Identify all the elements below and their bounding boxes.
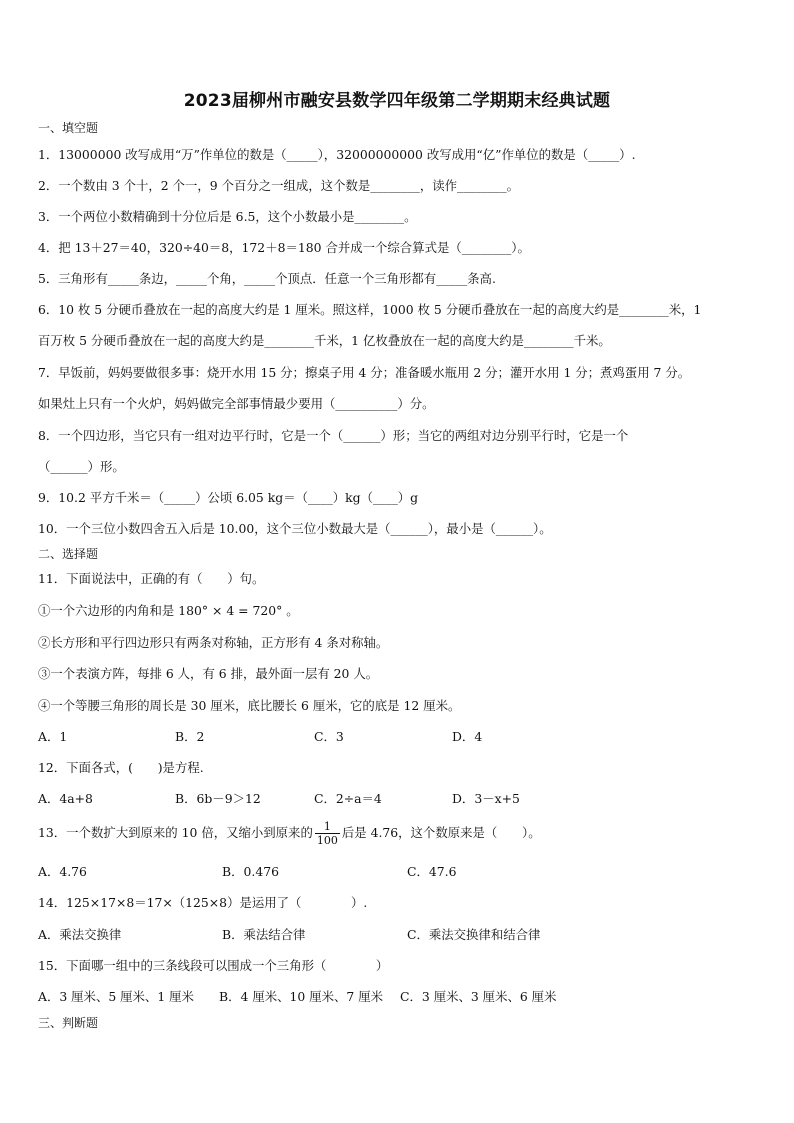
option-a[interactable]: A．4.76 bbox=[38, 864, 87, 879]
question-13-text-before: 13．一个数扩大到原来的 10 倍，又缩小到原来的 bbox=[38, 825, 313, 840]
question-11: 11．下面说法中，正确的有（ ）句。 bbox=[38, 571, 265, 586]
question-13-text-after: 后是 4.76，这个数原来是（ ）。 bbox=[341, 825, 541, 840]
question-15: 15．下面哪一组中的三条线段可以围成一个三角形（ ） bbox=[38, 958, 389, 973]
option-b[interactable]: B．4 厘米、10 厘米、7 厘米 bbox=[219, 989, 383, 1004]
question-11-statement-4: ④一个等腰三角形的周长是 30 厘米，底比腰长 6 厘米，它的底是 12 厘米。 bbox=[38, 698, 461, 713]
fraction-denominator: 100 bbox=[316, 834, 338, 847]
option-b[interactable]: B．0.476 bbox=[222, 864, 279, 879]
question-11-statement-3: ③一个表演方阵，每排 6 人，有 6 排，最外面一层有 20 人。 bbox=[38, 666, 379, 681]
option-b[interactable]: B．6b－9＞12 bbox=[175, 791, 261, 806]
question-6-line-1: 6．10 枚 5 分硬币叠放在一起的高度大约是 1 厘米。照这样，1000 枚 5 分硬币叠放在一起的高度大约是________米，1 bbox=[38, 302, 702, 317]
option-b[interactable]: B．乘法结合律 bbox=[222, 927, 306, 942]
question-7-line-2: 如果灶上只有一个火炉，妈妈做完全部事情最少要用（__________）分。 bbox=[38, 396, 435, 411]
option-c[interactable]: C．3 厘米、3 厘米、6 厘米 bbox=[400, 989, 557, 1004]
question-6-line-2: 百万枚 5 分硬币叠放在一起的高度大约是________千米，1 亿枚叠放在一起的高度大约是________千米。 bbox=[38, 333, 611, 348]
option-d[interactable]: D．3－x+5 bbox=[452, 791, 520, 806]
question-13 bbox=[38, 818, 766, 848]
option-c[interactable]: C．47.6 bbox=[407, 864, 457, 879]
option-b[interactable]: B．2 bbox=[175, 729, 205, 744]
section-heading-choice: 二、选择题 bbox=[38, 547, 99, 561]
option-a[interactable]: A．3 厘米、5 厘米、1 厘米 bbox=[38, 989, 194, 1004]
option-a[interactable]: A．4a+8 bbox=[38, 791, 93, 806]
question-5: 5．三角形有_____条边，_____个角，_____个顶点．任意一个三角形都有_____条高. bbox=[38, 271, 496, 286]
fraction-numerator: 1 bbox=[315, 820, 340, 834]
section-heading-fill: 一、填空题 bbox=[38, 121, 99, 135]
question-11-options bbox=[38, 728, 766, 746]
option-d[interactable]: D．4 bbox=[452, 729, 483, 744]
option-a[interactable]: A．1 bbox=[38, 729, 68, 744]
question-12: 12．下面各式，( )是方程. bbox=[38, 760, 204, 775]
question-7-line-1: 7．早饭前，妈妈要做很多事：烧开水用 15 分；擦桌子用 4 分；准备暖水瓶用 2 分；灌开水用 1 分；煮鸡蛋用 7 分。 bbox=[38, 365, 691, 380]
question-14: 14．125×17×8＝17×（125×8）是运用了（ ）. bbox=[38, 895, 368, 910]
question-12-options bbox=[38, 790, 766, 808]
question-11-statement-2: ②长方形和平行四边形只有两条对称轴，正方形有 4 条对称轴。 bbox=[38, 635, 389, 650]
page-title: 2023届柳州市融安县数学四年级第二学期期末经典试题 bbox=[183, 91, 611, 111]
question-10: 10．一个三位小数四舍五入后是 10.00，这个三位小数最大是（______），最小是（______）。 bbox=[38, 521, 552, 536]
section-heading-judgement: 三、判断题 bbox=[38, 1016, 99, 1030]
option-c[interactable]: C．乘法交换律和结合律 bbox=[407, 927, 541, 942]
question-1: 1．13000000 改写成用“万”作单位的数是（_____），32000000000 改写成用“亿”作单位的数是（_____）. bbox=[38, 147, 636, 162]
question-3: 3．一个两位小数精确到十分位后是 6.5，这个小数最小是________。 bbox=[38, 209, 417, 224]
fraction-one-hundredth bbox=[315, 820, 340, 847]
question-8-line-2: （______）形。 bbox=[38, 459, 125, 474]
option-c[interactable]: C．3 bbox=[314, 729, 344, 744]
option-a[interactable]: A．乘法交换律 bbox=[38, 927, 122, 942]
question-9: 9．10.2 平方千米＝（_____）公顷 6.05 kg＝（____）kg（____）g bbox=[38, 490, 419, 505]
question-2: 2．一个数由 3 个十，2 个一，9 个百分之一组成，这个数是________，读作________。 bbox=[38, 178, 519, 193]
question-15-options bbox=[38, 988, 766, 1006]
question-11-statement-1: ①一个六边形的内角和是 180° × 4 = 720° 。 bbox=[38, 603, 299, 618]
option-c[interactable]: C．2÷a＝4 bbox=[314, 791, 382, 806]
question-4: 4．把 13＋27＝40，320÷40＝8，172＋8＝180 合并成一个综合算式是（________）。 bbox=[38, 240, 530, 255]
question-13-options bbox=[38, 863, 766, 881]
question-8-line-1: 8．一个四边形，当它只有一组对边平行时，它是一个（______）形；当它的两组对边分别平行时，它是一个 bbox=[38, 428, 629, 443]
question-14-options bbox=[38, 926, 766, 944]
